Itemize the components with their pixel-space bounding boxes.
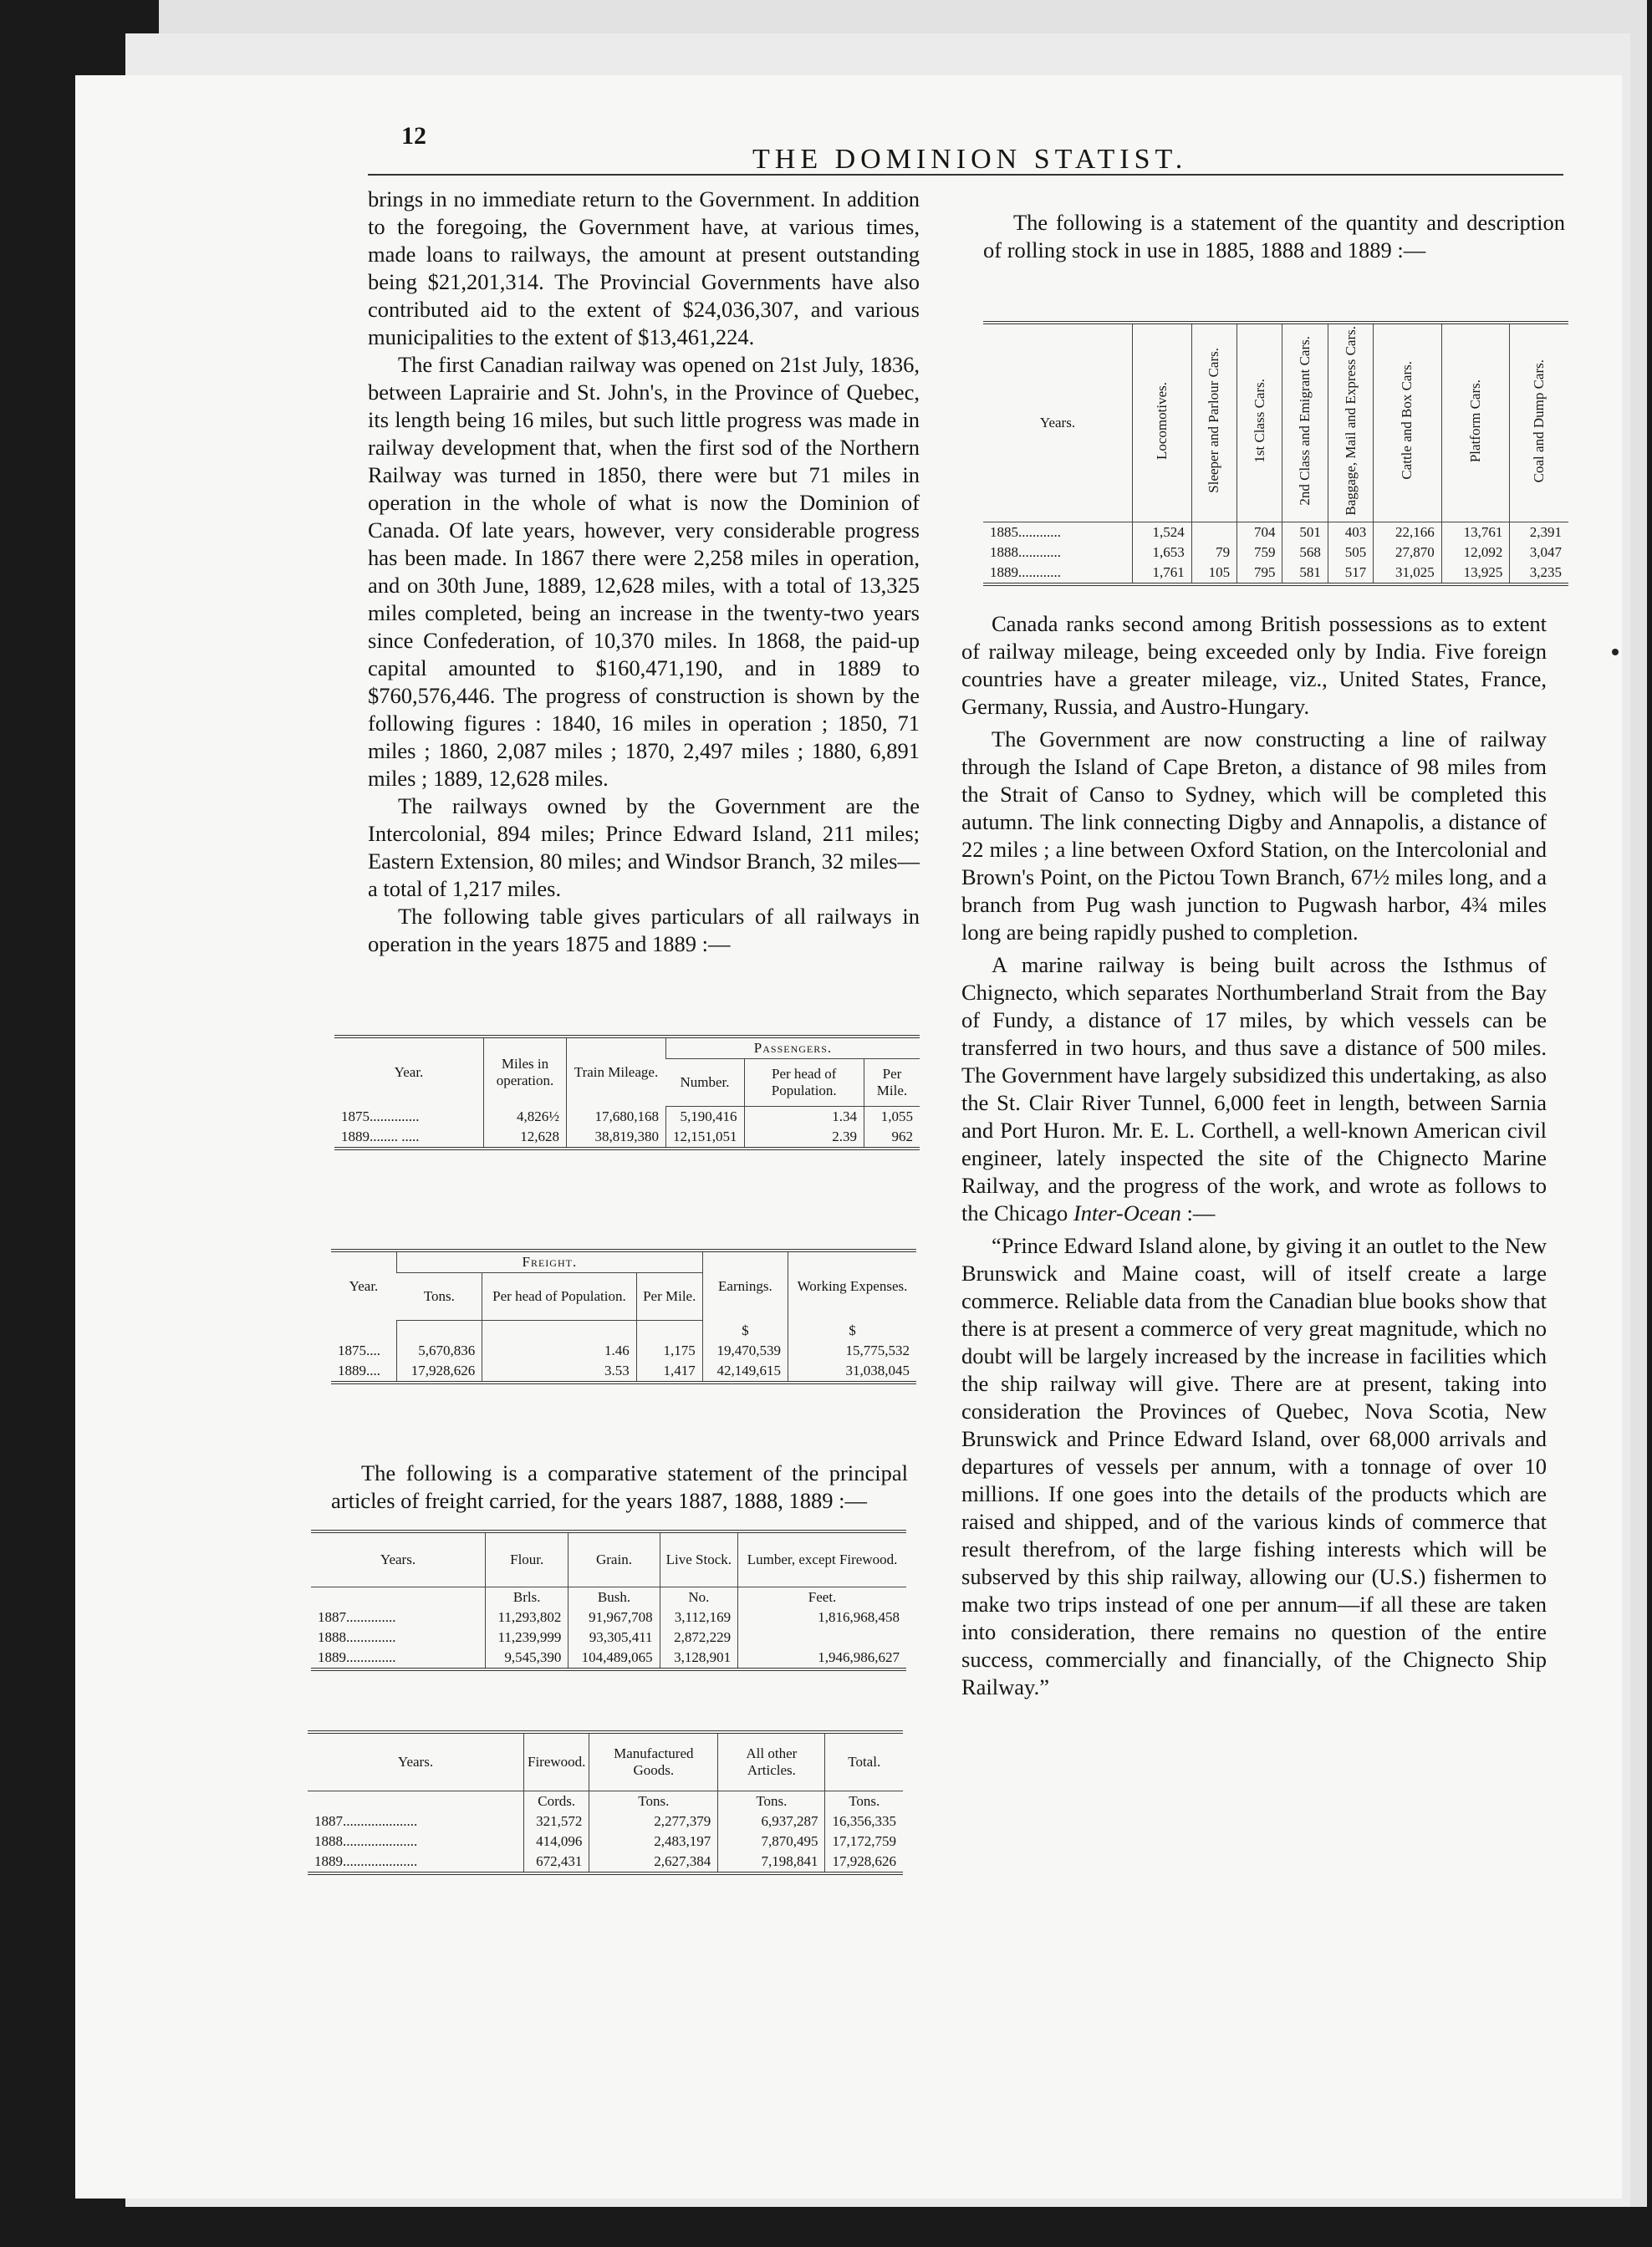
row-label: 1889 — [338, 1362, 366, 1378]
page-title: THE DOMINION STATIST. — [752, 144, 1188, 175]
rolling-stock-table — [983, 321, 1568, 586]
table-row — [308, 1811, 903, 1832]
left-column-mid — [331, 1460, 908, 1515]
column-header: Locomotives. — [1153, 381, 1170, 460]
column-header: Flour. — [486, 1531, 569, 1587]
column-header: Per head of Population. — [744, 1059, 864, 1107]
table-cell: 12,092 — [1441, 543, 1510, 563]
passengers-table — [334, 1035, 920, 1150]
leader-dots: .... — [366, 1362, 380, 1378]
table-cell: 91,967,708 — [569, 1608, 660, 1628]
table-cell: 12,151,051 — [666, 1127, 745, 1149]
table-cell: 505 — [1328, 543, 1373, 563]
table-row — [983, 563, 1568, 584]
paragraph: The following table gives particulars of all railways in operation in the years 1875 and 1889 :— — [368, 904, 920, 956]
table-cell: 517 — [1328, 563, 1373, 584]
group-header: Passengers. — [666, 1037, 920, 1059]
row-label: 1875 — [338, 1342, 366, 1358]
group-header: Freight. — [397, 1251, 703, 1273]
row-label: 1885 — [990, 523, 1018, 540]
table-cell: 31,025 — [1374, 563, 1442, 584]
unit-label: Brls. — [486, 1587, 569, 1608]
table-row — [983, 522, 1568, 543]
articles-table-2 — [308, 1730, 903, 1875]
leader-dots: ..................... — [343, 1833, 418, 1849]
table-cell — [738, 1628, 906, 1648]
table-cell: 31,038,045 — [788, 1361, 916, 1383]
paragraph: brings in no immediate return to the Government. In addition to the foregoing, the Government have, at various times, made loans to railways, the amount at present outstanding being $21,201,314. The Provincial Governments have also contributed aid to the extent of $24,036,307, and various municipalities to the extent of $13,461,224. — [368, 186, 920, 349]
column-header: Years. — [308, 1732, 524, 1791]
row-label: 1888 — [318, 1629, 346, 1645]
column-header: Baggage, Mail and Express Cars. — [1342, 326, 1359, 516]
unit-row — [331, 1321, 916, 1341]
paragraph: The Government are now constructing a line of railway through the Island of Cape Breton, a distance of 98 miles from the Strait of Canso to Sydney, which will be completed this autumn. The link connecting Digby and Annapolis, a distance of 22 miles ; a line between Oxford Station, on the Intercolonial and Brown's Point, on the Pictou Town Branch, 67½ miles long, and a branch from Pug wash junction to Pugwash harbor, 4¾ miles long are being rapidly pushed to completion. — [961, 726, 1547, 945]
unit-row — [308, 1791, 903, 1812]
table-row — [334, 1107, 920, 1128]
leader-dots: ..................... — [343, 1853, 418, 1869]
unit-row — [311, 1587, 906, 1608]
column-header: 2nd Class and Emigrant Cars. — [1297, 336, 1313, 506]
table-cell: 12,628 — [484, 1127, 567, 1149]
table-cell: 93,305,411 — [569, 1628, 660, 1648]
table-cell: 2,627,384 — [589, 1852, 718, 1873]
header-rule — [368, 174, 1563, 176]
table-cell: 3,112,169 — [660, 1608, 738, 1628]
leader-dots: ............ — [1018, 543, 1061, 560]
row-label: 1888 — [990, 543, 1018, 560]
unit-label: Tons. — [825, 1791, 903, 1812]
table-cell: 42,149,615 — [702, 1361, 788, 1383]
column-header: Live Stock. — [660, 1531, 738, 1587]
table-row — [331, 1341, 916, 1361]
paragraph: The railways owned by the Government are the Intercolonial, 894 miles; Prince Edward Island, 211 miles; Eastern Extension, 80 miles; and Windsor Branch, 32 miles—a total of 1,217 miles. — [368, 793, 920, 901]
table-row — [311, 1648, 906, 1669]
table-cell: 1,417 — [636, 1361, 702, 1383]
table-cell: 321,572 — [524, 1811, 589, 1832]
table-cell: 17,680,168 — [567, 1107, 666, 1128]
unit-label: $ — [788, 1321, 916, 1341]
table-cell: 3,047 — [1510, 543, 1568, 563]
column-header: Earnings. — [702, 1251, 788, 1321]
table-cell: 2,277,379 — [589, 1811, 718, 1832]
table-cell: 1,175 — [636, 1341, 702, 1361]
table-cell: 7,870,495 — [718, 1832, 825, 1852]
leader-dots: .............. — [370, 1108, 420, 1124]
table-cell: 2.39 — [744, 1127, 864, 1149]
articles-table-1 — [311, 1530, 906, 1671]
table-cell: 9,545,390 — [486, 1648, 569, 1669]
ink-speck — [1612, 649, 1619, 655]
column-header: Year. — [394, 1063, 424, 1080]
table-cell: 16,356,335 — [825, 1811, 903, 1832]
leader-dots: .............. — [346, 1629, 396, 1645]
paragraph-text: A marine railway is being built across the Isthmus of Chignecto, which separates Northumberland Strait from the Bay of Fundy, a distance of 17 miles, by which vessels can be transferred in two hours, and thus save a distance of 500 miles. The Government have largely subsidized this undertaking, as also the St. Clair River Tunnel, 6,000 feet in length, between Sarnia and Port Huron. Mr. E. L. Corthell, a well-known American civil engineer, lately inspected the site of the Chignecto Marine Railway, and the progress of the work, and wrote as follows to the Chicago — [961, 952, 1547, 1225]
column-header: Coal and Dump Cars. — [1531, 359, 1547, 482]
table-cell: 11,293,802 — [486, 1608, 569, 1628]
leader-dots: ........ ..... — [370, 1129, 420, 1144]
table-cell — [1191, 522, 1236, 543]
column-header: Years. — [311, 1531, 486, 1587]
table-cell: 105 — [1191, 563, 1236, 584]
column-header: Working Expenses. — [788, 1251, 916, 1321]
unit-label: Cords. — [524, 1791, 589, 1812]
column-header: All other Articles. — [718, 1732, 825, 1791]
row-label: 1875 — [341, 1108, 370, 1124]
table-cell: 501 — [1282, 522, 1328, 543]
freight-table — [331, 1249, 916, 1384]
column-header: Platform Cars. — [1467, 379, 1484, 462]
table-cell: 581 — [1282, 563, 1328, 584]
table-cell: 1,653 — [1133, 543, 1192, 563]
column-header: 1st Class Cars. — [1251, 379, 1267, 463]
right-column-top — [983, 209, 1565, 264]
column-header: Sleeper and Parlour Cars. — [1206, 348, 1222, 494]
paragraph-end: :— — [1180, 1200, 1216, 1225]
unit-label: No. — [660, 1587, 738, 1608]
leader-dots: ............ — [1018, 523, 1061, 540]
table-cell: 7,198,841 — [718, 1852, 825, 1873]
column-header: Miles in operation. — [484, 1037, 567, 1107]
column-header: Cattle and Box Cars. — [1399, 361, 1415, 481]
table-cell: 1,761 — [1133, 563, 1192, 584]
table-cell: 1,055 — [864, 1107, 920, 1128]
table-cell: 104,489,065 — [569, 1648, 660, 1669]
column-header: Tons. — [397, 1273, 482, 1321]
table-cell: 4,826½ — [484, 1107, 567, 1128]
table-cell: 11,239,999 — [486, 1628, 569, 1648]
table-cell: 1,524 — [1133, 522, 1192, 543]
table-row — [983, 543, 1568, 563]
row-label: 1887 — [318, 1609, 346, 1625]
paragraph — [961, 951, 1547, 1227]
table-cell: 5,670,836 — [397, 1341, 482, 1361]
column-header: Per Mile. — [864, 1059, 920, 1107]
table-cell: 1,816,968,458 — [738, 1608, 906, 1628]
table-row — [308, 1832, 903, 1852]
table-row — [331, 1361, 916, 1383]
column-header: Year. — [349, 1277, 379, 1294]
column-header: Train Mileage. — [567, 1037, 666, 1107]
table-row — [311, 1608, 906, 1628]
table-cell: 19,470,539 — [702, 1341, 788, 1361]
table-cell: 672,431 — [524, 1852, 589, 1873]
unit-label: $ — [702, 1321, 788, 1341]
table-cell: 17,928,626 — [825, 1852, 903, 1873]
row-label: 1889 — [314, 1853, 343, 1869]
left-column-top — [368, 186, 920, 958]
leader-dots: .............. — [346, 1609, 396, 1625]
table-cell: 5,190,416 — [666, 1107, 745, 1128]
table-cell: 17,172,759 — [825, 1832, 903, 1852]
row-label: 1888 — [314, 1833, 343, 1849]
table-cell: 704 — [1237, 522, 1282, 543]
column-header: Number. — [666, 1059, 745, 1107]
right-column-body — [961, 610, 1547, 1701]
column-header: Grain. — [569, 1531, 660, 1587]
table-row — [311, 1628, 906, 1648]
table-cell: 795 — [1237, 563, 1282, 584]
column-header: Lumber, except Firewood. — [738, 1531, 906, 1587]
leader-dots: .............. — [346, 1649, 396, 1665]
quotation: “Prince Edward Island alone, by giving it an outlet to the New Brunswick and Maine coast, will of itself create a large commerce. Reliable data from the Canadian blue books show that there is at present a commerce of very great magnitude, which no doubt will be largely increased by the increase in facilities which the ship railway will give. There are at present, taking into consideration the Provinces of Quebec, Nova Scotia, New Brunswick and Prince Edward Island, over 68,000 arrivals and departures of vessels per annum, with a tonnage of over 10 millions. If one goes into the details of the products which are raised and shipped, and of the various kinds of commerce that result therefrom, of the large fishing interests which will be subserved by this ship railway, allowing our (U.S.) fishermen to make two trips instead of one per annum—if all these are taken into consideration, there remains no question of the entire success, commercially and financially, of the Chignecto Ship Railway.” — [961, 1233, 1547, 1699]
table-cell: 759 — [1237, 543, 1282, 563]
table-cell: 2,872,229 — [660, 1628, 738, 1648]
leader-dots: .... — [366, 1342, 380, 1358]
unit-label: Tons. — [718, 1791, 825, 1812]
table-cell: 27,870 — [1374, 543, 1442, 563]
table-cell: 13,925 — [1441, 563, 1510, 584]
leader-dots: ..................... — [343, 1813, 418, 1829]
table-cell: 79 — [1191, 543, 1236, 563]
row-label: 1889 — [318, 1649, 346, 1665]
paragraph: The first Canadian railway was opened on 21st July, 1836, between Laprairie and St. John's, in the Province of Quebec, its length being 16 miles, but such little progress was made in railway development that, when the first sod of the Northern Railway was turned in 1850, there were but 71 miles in operation in the whole of what is now the Dominion of Canada. Of late years, however, very considerable progress has been made. In 1867 there were 2,258 miles in operation, and on 30th June, 1889, 12,628 miles, with a total of 13,325 miles completed, being an increase in the twenty-two years since Confederation, of 10,370 miles. In 1868, the paid-up capital amounted to $160,471,190, and in 1889 to $760,576,446. The progress of construction is shown by the following figures : 1840, 16 miles in operation ; 1850, 71 miles ; 1860, 2,087 miles ; 1870, 2,497 miles ; 1880, 6,891 miles ; 1889, 12,628 miles. — [368, 352, 920, 791]
row-label: 1887 — [314, 1813, 343, 1829]
paragraph: The following is a statement of the quantity and description of rolling stock in use in 1885, 1888 and 1889 :— — [983, 210, 1565, 262]
column-header: Per Mile. — [636, 1273, 702, 1321]
column-header: Years. — [983, 323, 1133, 522]
leader-dots: ............ — [1018, 563, 1061, 580]
table-cell: 6,937,287 — [718, 1811, 825, 1832]
newspaper-title: Inter-Ocean — [1073, 1200, 1181, 1225]
table-cell: 3,235 — [1510, 563, 1568, 584]
table-cell: 403 — [1328, 522, 1373, 543]
table-cell: 3,128,901 — [660, 1648, 738, 1669]
table-cell: 13,761 — [1441, 522, 1510, 543]
table-cell: 568 — [1282, 543, 1328, 563]
table-cell: 962 — [864, 1127, 920, 1149]
row-label: 1889 — [341, 1129, 370, 1144]
row-label: 1889 — [990, 563, 1018, 580]
column-header: Total. — [825, 1732, 903, 1791]
table-row — [308, 1852, 903, 1873]
unit-label: Tons. — [589, 1791, 718, 1812]
table-cell: 414,096 — [524, 1832, 589, 1852]
table-cell: 1.34 — [744, 1107, 864, 1128]
paragraph: Canada ranks second among British possessions as to extent of railway mileage, being exceeded only by India. Five foreign countries have a greater mileage, viz., United States, France, Germany, Russia, and Austro-Hungary. — [961, 611, 1547, 719]
table-cell: 3.53 — [482, 1361, 636, 1383]
table-cell: 1.46 — [482, 1341, 636, 1361]
unit-label: Bush. — [569, 1587, 660, 1608]
column-header: Firewood. — [524, 1732, 589, 1791]
table-cell: 38,819,380 — [567, 1127, 666, 1149]
column-header: Manufactured Goods. — [589, 1732, 718, 1791]
table-cell: 17,928,626 — [397, 1361, 482, 1383]
paragraph: The following is a comparative statement of the principal articles of freight carried, for the years 1887, 1888, 1889 :— — [331, 1460, 908, 1513]
page-number: 12 — [401, 122, 426, 150]
table-cell: 2,483,197 — [589, 1832, 718, 1852]
column-header: Per head of Population. — [482, 1273, 636, 1321]
unit-label: Feet. — [738, 1587, 906, 1608]
table-row — [334, 1127, 920, 1149]
table-cell: 15,775,532 — [788, 1341, 916, 1361]
table-cell: 22,166 — [1374, 522, 1442, 543]
table-cell: 1,946,986,627 — [738, 1648, 906, 1669]
table-cell: 2,391 — [1510, 522, 1568, 543]
